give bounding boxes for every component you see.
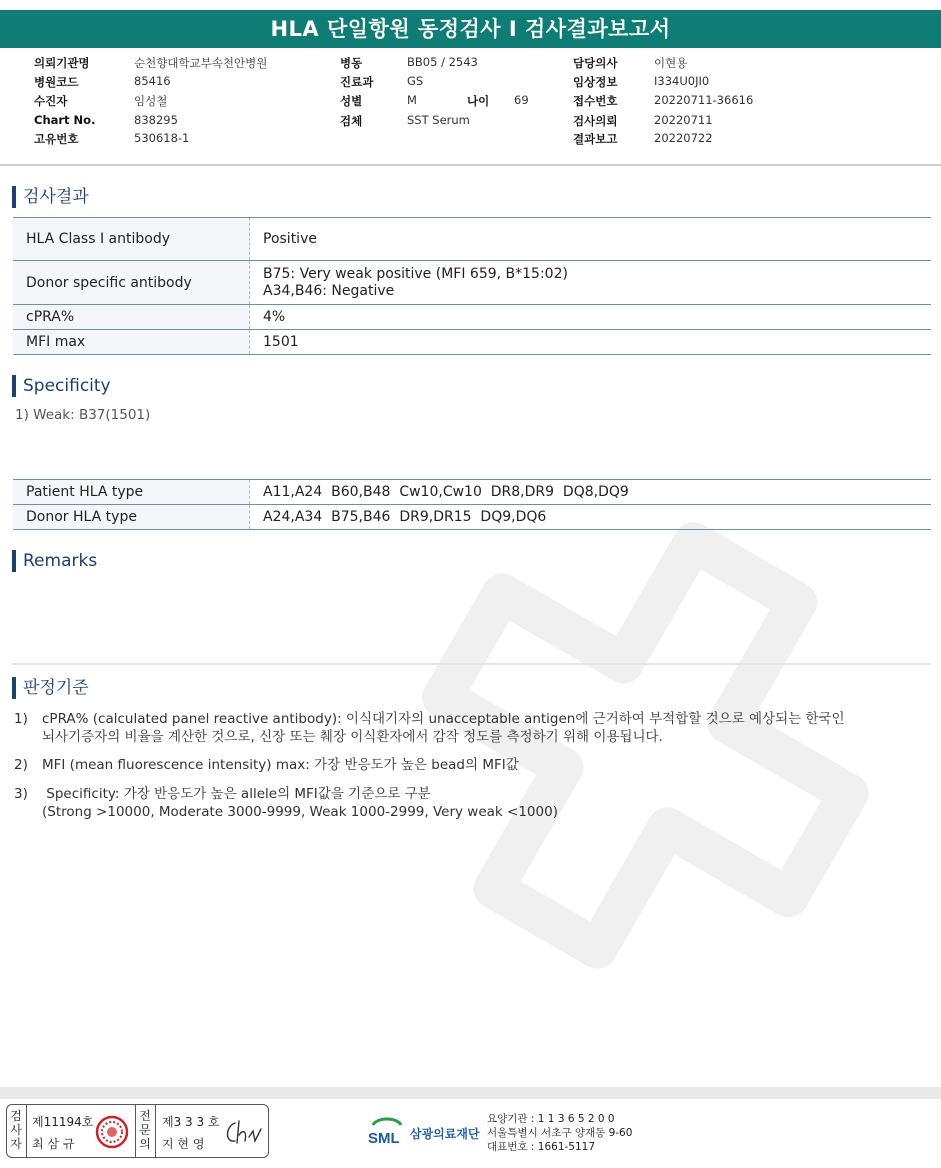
row-value (263, 261, 568, 304)
value-line: 1501 (263, 333, 299, 350)
info-value: BB05 / 2543 (407, 55, 478, 69)
box-divider (155, 1105, 156, 1157)
value-line: B75: Very weak positive (MFI 659, B*15:02) (263, 265, 568, 282)
label-char: 자 (10, 1137, 22, 1151)
table-row (13, 505, 931, 530)
row-value: A11,A24 B60,B48 Cw10,Cw10 DR8,DR9 DQ8,DQ9 (263, 483, 629, 500)
age-value: 69 (514, 93, 529, 107)
info-label: 수진자 (34, 94, 68, 108)
info-label: 병원코드 (34, 75, 79, 89)
info-label: 임상정보 (573, 75, 618, 89)
org-phone: 대표번호 : 1661-5117 (487, 1141, 596, 1153)
section-title-specificity: Specificity (12, 375, 111, 397)
value-line: 4% (263, 308, 286, 325)
sml-logo-icon (367, 1115, 407, 1149)
hla-type-table (13, 479, 931, 530)
row-value (263, 305, 285, 329)
row-key: HLA Class I antibody (13, 218, 250, 260)
info-label: 접수번호 (573, 94, 618, 108)
criteria-line: 뇌사기증자의 비율을 계산한 것으로, 신장 또는 췌장 이식환자에서 감작 정도를 측정하기 위해 이용됩니다. (42, 729, 663, 745)
info-value: 20220711-36616 (654, 93, 754, 107)
label-char: 검 (10, 1109, 22, 1123)
info-value: 임성철 (134, 94, 168, 108)
header-divider (0, 164, 941, 166)
watermark-cross-graphic (380, 520, 940, 1080)
handwritten-signature (223, 1117, 263, 1149)
reviewer-license: 제3 3 3 호 (162, 1115, 220, 1129)
row-key: Patient HLA type (13, 480, 250, 504)
row-value (263, 330, 299, 354)
row-key: Donor specific antibody (13, 261, 250, 304)
specificity-item: 1) Weak: B37(1501) (15, 407, 151, 423)
report-title: HLA 단일항원 동정검사 I 검사결과보고서 (0, 10, 941, 48)
institution-info (487, 1112, 632, 1154)
criteria-number: 3) (14, 786, 28, 802)
table-row (13, 305, 931, 330)
table-row (13, 261, 931, 305)
criteria-line: (Strong >10000, Moderate 3000-9999, Weak 1000-2999, Very weak <1000) (42, 804, 558, 820)
info-value: 85416 (134, 74, 171, 88)
criteria-number: 2) (14, 757, 28, 773)
box-divider (135, 1105, 136, 1157)
tester-name: 최 삼 규 (32, 1137, 75, 1151)
logo-text: SML (368, 1130, 400, 1147)
info-label: 성별 (340, 94, 363, 108)
info-value: 838295 (134, 113, 178, 127)
info-label: 담당의사 (573, 56, 618, 70)
info-label: 병동 (340, 56, 363, 70)
label-char: 의 (139, 1137, 151, 1151)
info-label: 결과보고 (573, 132, 618, 146)
criteria-line: cPRA% (calculated panel reactive antibody): 이식대기자의 unacceptable antigen에 근거하여 부적합할 것으로 예상되는 한국인 (42, 711, 845, 727)
box-divider (26, 1105, 27, 1157)
row-key: Donor HLA type (13, 505, 250, 529)
info-value: 이현용 (654, 56, 688, 70)
org-name: 삼광의료재단 (410, 1127, 480, 1141)
org-code: 요양기관 : 1 1 3 6 5 2 0 0 (487, 1113, 615, 1125)
criteria-line: MFI (mean fluorescence intensity) max: 가장 반응도가 높은 bead의 MFI값 (42, 757, 519, 773)
reviewer-name: 지 현 영 (162, 1137, 205, 1151)
criteria-line: Specificity: 가장 반응도가 높은 allele의 MFI값을 기준으로 구분 (42, 786, 431, 802)
row-value: A24,A34 B75,B46 DR9,DR15 DQ9,DQ6 (263, 508, 547, 525)
info-label: 의뢰기관명 (34, 56, 90, 70)
label-char: 사 (10, 1123, 22, 1137)
info-value: SST Serum (407, 113, 470, 127)
tester-license: 제11194호 (32, 1115, 94, 1129)
table-row (13, 218, 931, 261)
info-value: GS (407, 74, 424, 88)
row-value (263, 218, 317, 260)
table-row (13, 330, 931, 355)
results-table (13, 217, 931, 355)
reviewer-vertical-label (138, 1109, 152, 1151)
value-line: A34,B46: Negative (263, 282, 395, 299)
info-label: 검체 (340, 114, 363, 128)
info-value: 530618-1 (134, 131, 190, 145)
value-line: Positive (263, 230, 317, 247)
info-value: M (407, 93, 417, 107)
section-divider (12, 663, 930, 665)
signature-box (6, 1104, 269, 1158)
info-value: 순천향대학교부속천안병원 (134, 56, 268, 70)
label-char: 전 (139, 1109, 151, 1123)
tester-vertical-label (9, 1109, 23, 1151)
info-value: 20220722 (654, 131, 713, 145)
label-char: 문 (139, 1123, 151, 1137)
criteria-number: 1) (14, 711, 28, 727)
section-title-remarks: Remarks (12, 550, 97, 572)
info-label: 검사의뢰 (573, 114, 618, 128)
row-key: MFI max (13, 330, 250, 354)
info-label: 고유번호 (34, 132, 79, 146)
info-label: Chart No. (34, 113, 96, 127)
patient-info-block (34, 55, 914, 150)
info-label: 진료과 (340, 75, 374, 89)
info-value: I334U0JI0 (654, 74, 710, 88)
section-title-criteria: 판정기준 (12, 677, 89, 699)
info-value: 20220711 (654, 113, 713, 127)
org-address: 서울특별시 서초구 양재동 9-60 (487, 1127, 633, 1139)
row-key: cPRA% (13, 305, 250, 329)
red-seal-stamp (95, 1115, 129, 1149)
section-title-results: 검사결과 (12, 186, 89, 208)
age-label: 나이 (467, 94, 490, 108)
table-row (13, 480, 931, 505)
footer-band (0, 1087, 941, 1099)
